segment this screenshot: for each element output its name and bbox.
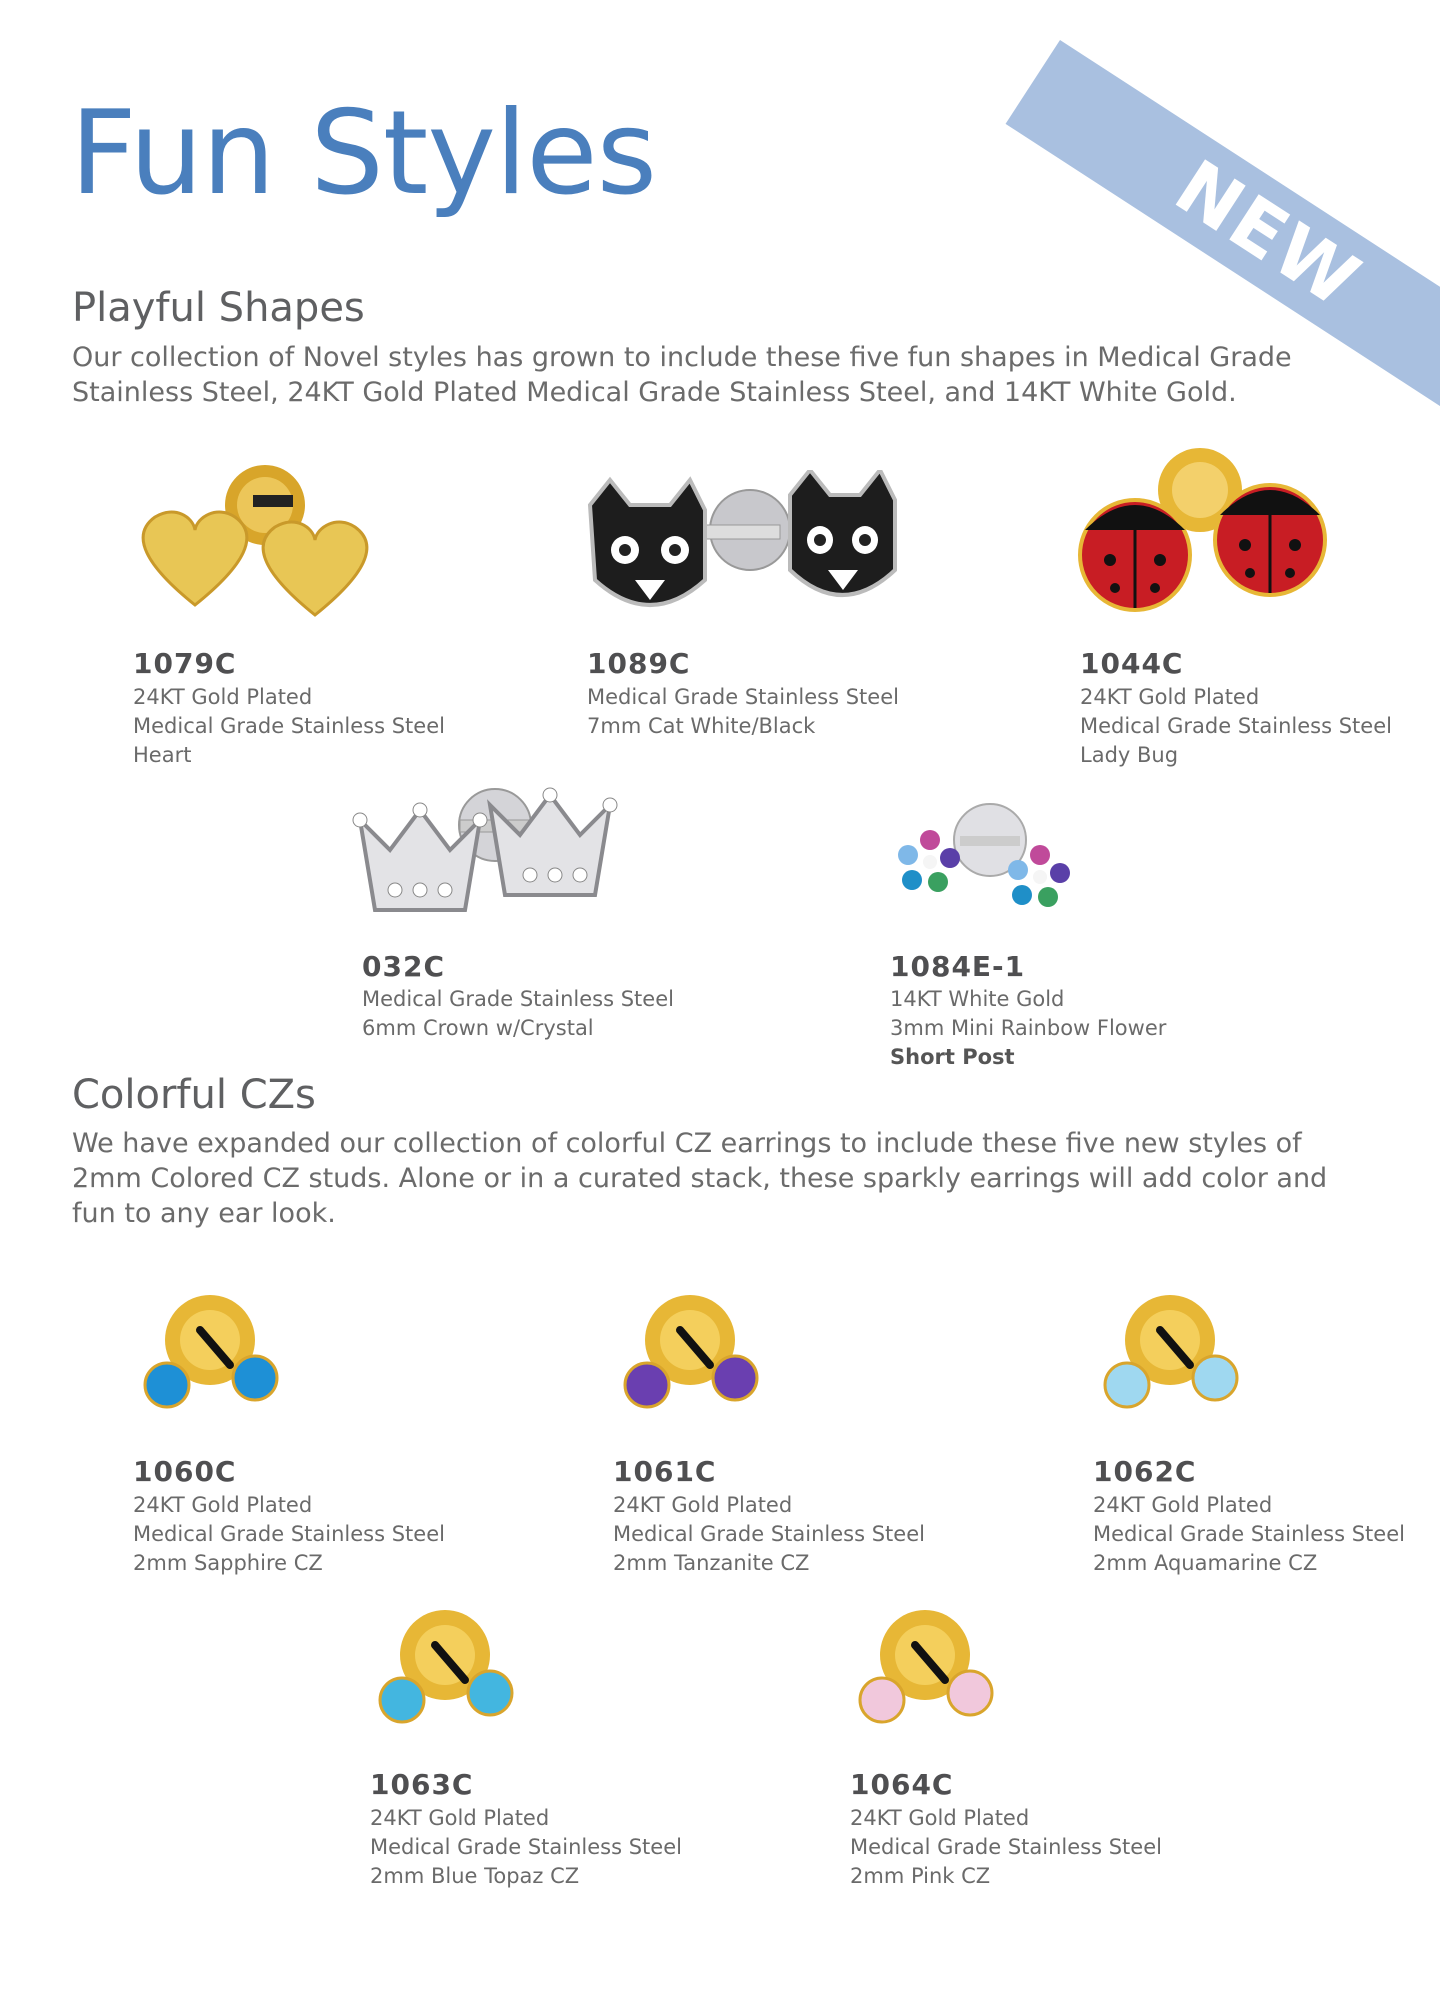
cz-stone — [948, 1671, 992, 1715]
page-title: Fun Styles — [70, 86, 657, 221]
product-description — [850, 1804, 1162, 1891]
cz-earring-image — [850, 1605, 1010, 1735]
product-line: 14KT White Gold — [890, 987, 1065, 1011]
product-line: 24KT Gold Plated — [1093, 1493, 1273, 1517]
product-line: Medical Grade Stainless Steel — [613, 1522, 925, 1546]
product-line: 2mm Aquamarine CZ — [1093, 1551, 1318, 1575]
product-line: 2mm Blue Topaz CZ — [370, 1864, 580, 1888]
cz-stone — [380, 1678, 424, 1722]
product-line: 24KT Gold Plated — [133, 1493, 313, 1517]
product-line: 24KT Gold Plated — [613, 1493, 793, 1517]
cz-stone — [145, 1363, 189, 1407]
section-intro-playful-shapes: Our collection of Novel styles has grown to include these five fun shapes in Medical Grade Stainless Steel, 24KT Gold Plated Medical Grade Stainless Steel, and 14KT White Gold. — [72, 342, 1292, 408]
product-note: Short Post — [890, 1045, 1015, 1069]
product-sku: 1063C — [370, 1768, 474, 1801]
product-line: 3mm Mini Rainbow Flower — [890, 1016, 1167, 1040]
cat-earrings-image — [580, 470, 910, 630]
product-sku: 032C — [362, 950, 445, 983]
flower-earrings-image — [890, 800, 1090, 920]
cz-stone — [1105, 1363, 1149, 1407]
product-sku: 1084E-1 — [890, 950, 1026, 983]
cz-earring-image — [370, 1605, 530, 1735]
product-description — [890, 985, 1166, 1072]
product-line: 2mm Pink CZ — [850, 1864, 991, 1888]
gold-heart-earrings-image — [125, 455, 385, 625]
cz-stone — [1193, 1356, 1237, 1400]
new-banner-label: NEW — [1160, 143, 1375, 325]
product-description — [1080, 683, 1392, 770]
product-description — [370, 1804, 682, 1891]
product-line: 2mm Tanzanite CZ — [613, 1551, 810, 1575]
product-sku: 1060C — [133, 1455, 237, 1488]
cz-earring-image — [135, 1290, 295, 1420]
cz-stone — [713, 1356, 757, 1400]
product-line: 2mm Sapphire CZ — [133, 1551, 323, 1575]
product-line: 24KT Gold Plated — [1080, 685, 1260, 709]
product-line: 24KT Gold Plated — [133, 685, 313, 709]
product-line: Medical Grade Stainless Steel — [1080, 714, 1392, 738]
product-line: Medical Grade Stainless Steel — [850, 1835, 1162, 1859]
cz-stone — [625, 1363, 669, 1407]
cz-earring-image — [1095, 1290, 1255, 1420]
product-line: Lady Bug — [1080, 743, 1179, 767]
product-sku: 1079C — [133, 647, 237, 680]
product-description — [1093, 1491, 1405, 1578]
cz-earring-image — [615, 1290, 775, 1420]
product-line: 6mm Crown w/Crystal — [362, 1016, 594, 1040]
product-description — [133, 1491, 445, 1578]
product-line: Medical Grade Stainless Steel — [133, 714, 445, 738]
crown-earrings-image — [350, 780, 620, 930]
product-sku: 1062C — [1093, 1455, 1197, 1488]
product-line: 24KT Gold Plated — [370, 1806, 550, 1830]
cz-stone — [233, 1356, 277, 1400]
product-line: Heart — [133, 743, 192, 767]
product-line: Medical Grade Stainless Steel — [370, 1835, 682, 1859]
product-description — [362, 985, 674, 1043]
product-line: 7mm Cat White/Black — [587, 714, 816, 738]
product-description — [133, 683, 445, 770]
product-line: Medical Grade Stainless Steel — [1093, 1522, 1405, 1546]
product-line: Medical Grade Stainless Steel — [587, 685, 899, 709]
section-intro-colorful-czs: We have expanded our collection of colorful CZ earrings to include these five new styles of 2mm Colored CZ studs. Alone or in a curated stack, these sparkly earrings will add color and fun to any ear look. — [72, 1128, 1328, 1229]
product-description — [613, 1491, 925, 1578]
product-line: 24KT Gold Plated — [850, 1806, 1030, 1830]
product-line: Medical Grade Stainless Steel — [362, 987, 674, 1011]
product-sku: 1064C — [850, 1768, 954, 1801]
section-heading-playful-shapes: Playful Shapes — [72, 285, 365, 331]
product-sku: 1044C — [1080, 647, 1184, 680]
product-sku: 1061C — [613, 1455, 717, 1488]
product-description — [587, 683, 899, 741]
product-sku: 1089C — [587, 647, 691, 680]
ladybug-earrings-image — [1075, 440, 1335, 620]
cz-stone — [468, 1671, 512, 1715]
section-heading-colorful-czs: Colorful CZs — [72, 1072, 316, 1118]
product-line: Medical Grade Stainless Steel — [133, 1522, 445, 1546]
cz-stone — [860, 1678, 904, 1722]
